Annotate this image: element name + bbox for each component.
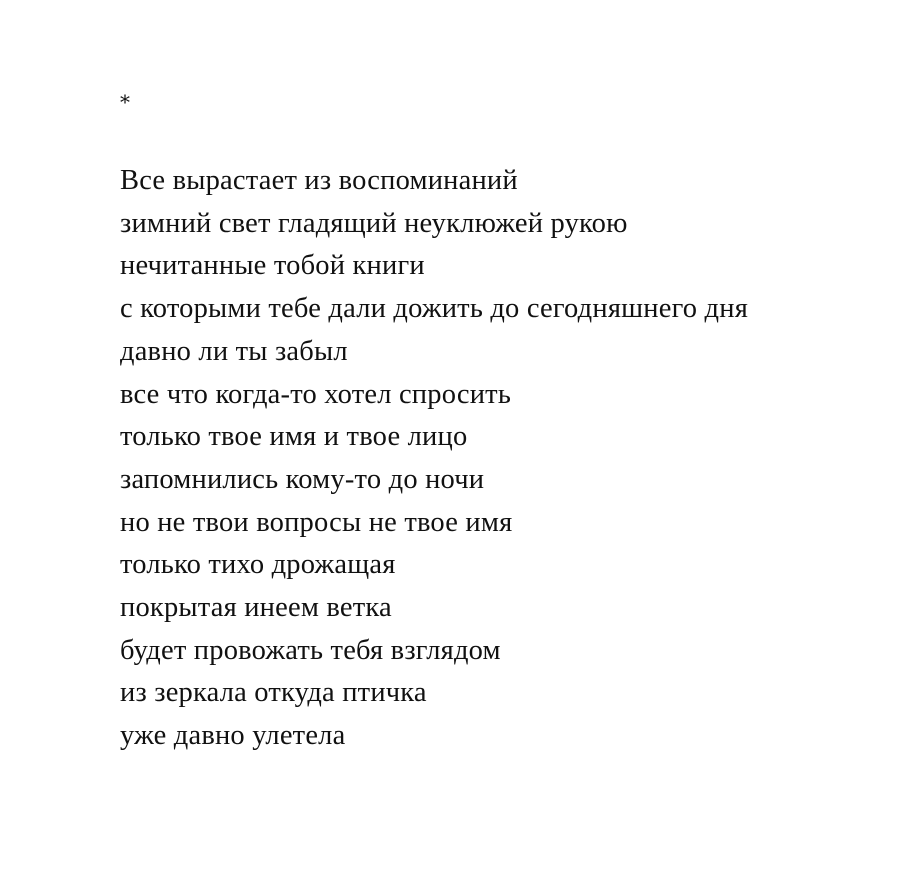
poem-line: все что когда-то хотел спросить xyxy=(120,378,512,410)
asterisk-ornament: ⁎ xyxy=(120,84,130,108)
poem-line: только твое имя и твое лицо xyxy=(120,421,468,453)
poem-line: запомнились кому-то до ночи xyxy=(120,463,485,495)
poem-line: уже давно улетела xyxy=(120,720,346,752)
poem-line: будет провожать тебя взглядом xyxy=(120,634,501,666)
poem-line: из зеркала откуда птичка xyxy=(120,677,427,709)
poem-line: с которыми тебе дали дожить до сегодняшнего дня xyxy=(120,293,749,325)
poem-line: покрытая инеем ветка xyxy=(120,592,392,624)
poem-text xyxy=(120,160,910,758)
poem-line: нечитанные тобой книги xyxy=(120,250,425,282)
poem-line: зимний свет гладящий неуклюжей рукою xyxy=(120,207,628,239)
poem-line: только тихо дрожащая xyxy=(120,549,396,581)
poem-line: давно ли ты забыл xyxy=(120,335,348,367)
poem-line: но не твои вопросы не твое имя xyxy=(120,506,513,538)
poem-line: Все вырастает из воспоминаний xyxy=(120,165,518,196)
